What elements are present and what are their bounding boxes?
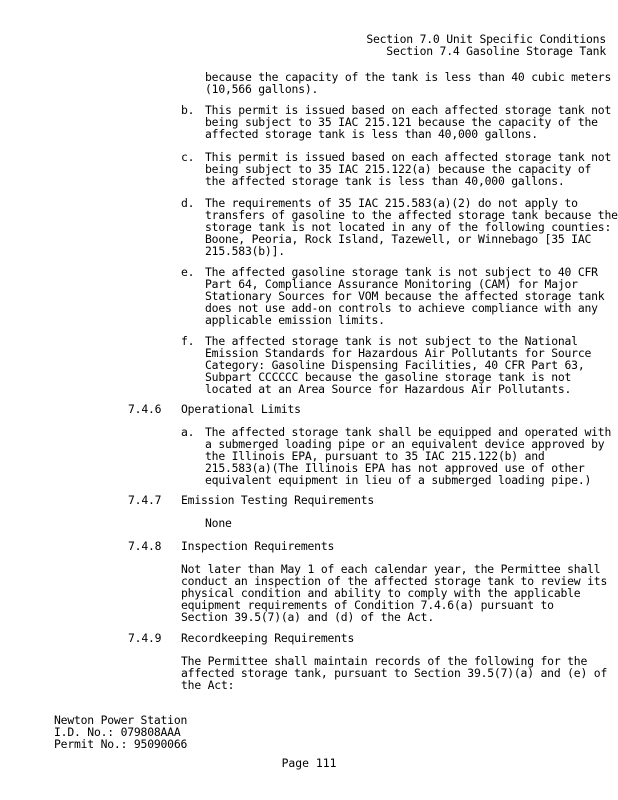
section-7-4-7-body: None bbox=[205, 516, 232, 530]
intro-line-1: because the capacity of the tank is less than 40 cubic meters bbox=[205, 70, 612, 84]
item-d-line-4: Boone, Peoria, Rock Island, Tazewell, or Winnebago [35 IAC bbox=[205, 232, 592, 246]
item-e-line-4: does not use add-on controls to achieve compliance with any bbox=[205, 301, 598, 315]
item-e-marker: e. bbox=[181, 265, 195, 279]
footer-permit-number: Permit No.: 95090066 bbox=[54, 737, 188, 751]
section-7-4-6-title: Operational Limits bbox=[181, 402, 301, 416]
item-f-line-3: Category: Gasoline Dispensing Facilities, 40 CFR Part 63, bbox=[205, 358, 585, 372]
item-d-marker: d. bbox=[181, 196, 195, 210]
section-7-4-6-item-a-line-4: 215.583(a)(The Illinois EPA has not approved use of other bbox=[205, 461, 585, 475]
section-7-4-8-line-5: Section 39.5(7)(a) and (d) of the Act. bbox=[181, 610, 434, 624]
item-e-line-3: Stationary Sources for VOM because the affected storage tank bbox=[205, 289, 605, 303]
section-7-4-6-item-a-line-5: equivalent equipment in lieu of a submerged loading pipe.) bbox=[205, 473, 592, 487]
item-b-line-2: being subject to 35 IAC 215.121 because the capacity of the bbox=[205, 115, 598, 129]
footer-id-number: I.D. No.: 079808AAA bbox=[54, 725, 181, 739]
item-d-line-5: 215.583(b)]. bbox=[205, 244, 285, 258]
section-7-4-9-line-3: the Act: bbox=[181, 678, 235, 692]
item-e-line-2: Part 64, Compliance Assurance Monitoring (CAM) for Major bbox=[205, 277, 578, 291]
section-7-4-8-line-3: physical condition and ability to comply with the applicable bbox=[181, 586, 581, 600]
section-7-4-8-line-1: Not later than May 1 of each calendar year, the Permittee shall bbox=[181, 562, 601, 576]
item-b-line-3: affected storage tank is less than 40,000 gallons. bbox=[205, 127, 538, 141]
footer-identification bbox=[54, 714, 187, 750]
item-f-line-2: Emission Standards for Hazardous Air Pollutants for Source bbox=[205, 346, 592, 360]
item-f-marker: f. bbox=[181, 334, 195, 348]
section-7-4-8-number: 7.4.8 bbox=[128, 539, 162, 553]
header-section-7-4: Section 7.4 Gasoline Storage Tank bbox=[386, 44, 606, 58]
item-f-line-5: located at an Area Source for Hazardous Air Pollutants. bbox=[205, 382, 572, 396]
section-7-4-6-number: 7.4.6 bbox=[128, 402, 162, 416]
item-d-line-1: The requirements of 35 IAC 215.583(a)(2) do not apply to bbox=[205, 196, 578, 210]
section-7-4-8-line-2: conduct an inspection of the affected storage tank to review its bbox=[181, 574, 608, 588]
item-c-line-2: being subject to 35 IAC 215.122(a) because the capacity of bbox=[205, 162, 592, 176]
header-section-7-0: Section 7.0 Unit Specific Conditions bbox=[366, 32, 606, 46]
section-7-4-6-item-a-line-1: The affected storage tank shall be equipped and operated with bbox=[205, 425, 612, 439]
section-7-4-6-item-a-marker: a. bbox=[181, 425, 195, 439]
section-7-4-8-title: Inspection Requirements bbox=[181, 539, 335, 553]
section-7-4-9-title: Recordkeeping Requirements bbox=[181, 631, 355, 645]
section-7-4-6-item-a-line-3: the Illinois EPA, pursuant to 35 IAC 215.122(b) and bbox=[205, 449, 545, 463]
item-b-marker: b. bbox=[181, 103, 195, 117]
section-7-4-9-number: 7.4.9 bbox=[128, 631, 162, 645]
section-7-4-9-line-2: affected storage tank, pursuant to Section 39.5(7)(a) and (e) of bbox=[181, 666, 608, 680]
section-7-4-6-item-a-line-2: a submerged loading pipe or an equivalent device approved by bbox=[205, 437, 605, 451]
item-f-line-4: Subpart CCCCCC because the gasoline storage tank is not bbox=[205, 370, 572, 384]
item-c-marker: c. bbox=[181, 150, 195, 164]
item-e-line-5: applicable emission limits. bbox=[205, 313, 385, 327]
item-c-line-1: This permit is issued based on each affected storage tank not bbox=[205, 150, 612, 164]
page-number: Page 111 bbox=[281, 756, 337, 770]
intro-line-2: (10,566 gallons). bbox=[205, 82, 319, 96]
section-7-4-7-number: 7.4.7 bbox=[128, 493, 162, 507]
item-d-line-3: storage tank is not located in any of the following counties: bbox=[205, 220, 612, 234]
item-f-line-1: The affected storage tank is not subject to the National bbox=[205, 334, 578, 348]
section-7-4-9-line-1: The Permittee shall maintain records of the following for the bbox=[181, 654, 588, 668]
section-7-4-7-title: Emission Testing Requirements bbox=[181, 493, 375, 507]
item-e-line-1: The affected gasoline storage tank is not subject to 40 CFR bbox=[205, 265, 598, 279]
item-d-line-2: transfers of gasoline to the affected storage tank because the bbox=[205, 208, 618, 222]
section-7-4-8-line-4: equipment requirements of Condition 7.4.6(a) pursuant to bbox=[181, 598, 554, 612]
item-c-line-3: the affected storage tank is less than 40,000 gallons. bbox=[205, 174, 565, 188]
footer-station-name: Newton Power Station bbox=[54, 713, 188, 727]
item-b-line-1: This permit is issued based on each affected storage tank not bbox=[205, 103, 612, 117]
